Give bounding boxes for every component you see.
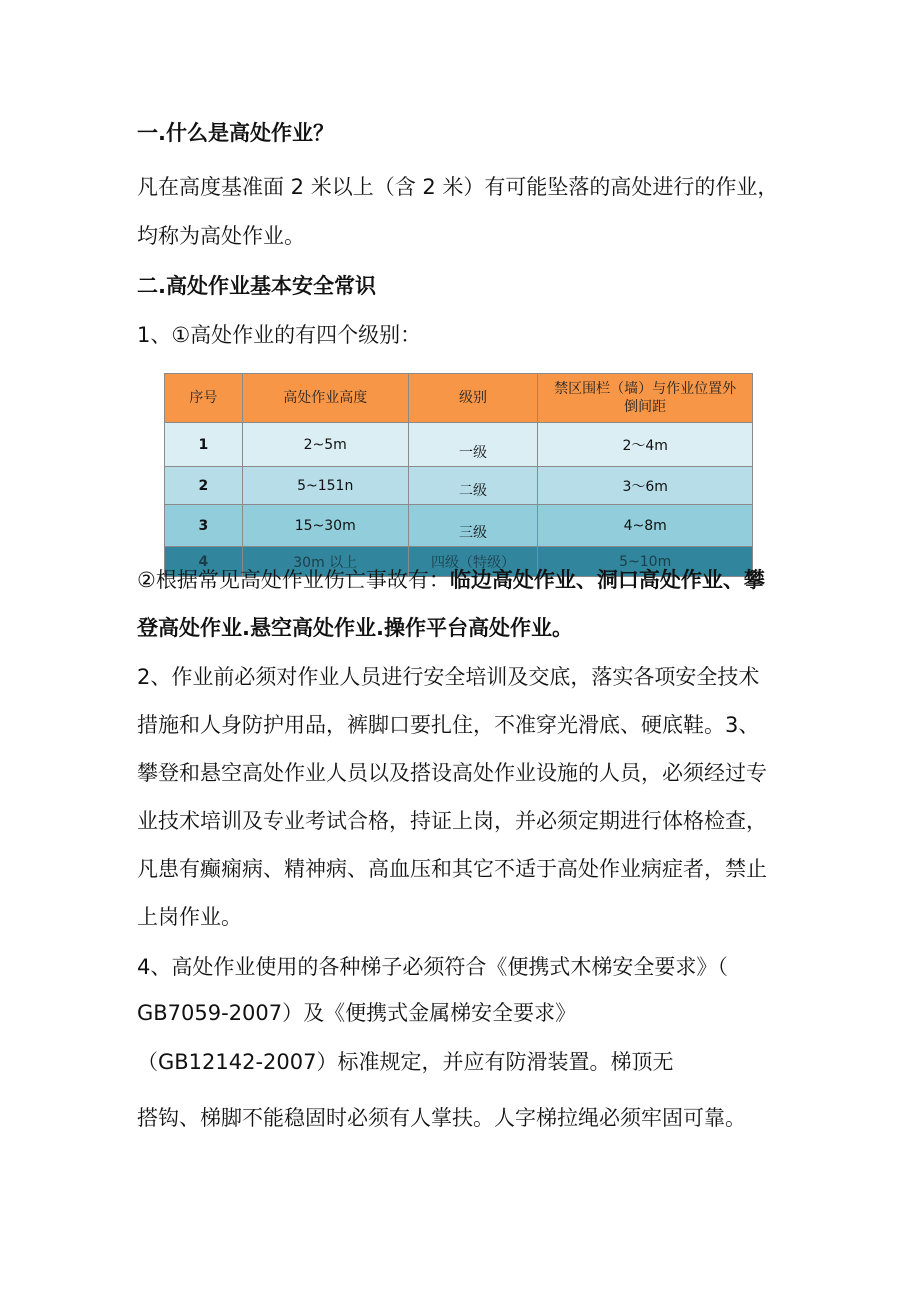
cell-no: 4 [165, 547, 243, 577]
table-header-row [165, 374, 753, 423]
para-2-line-3: 攀登和悬空高处作业人员以及搭设高处作业设施的人员，必须经过专 [137, 761, 767, 785]
para-4-line-1: 4、高处作业使用的各种梯子必须符合《便携式木梯安全要求》（ [137, 955, 728, 979]
header-height: 高处作业高度 [242, 374, 408, 423]
header-no: 序号 [165, 374, 243, 423]
para-4-line-4: 搭钩、梯脚不能稳固时必须有人掌扶。人字梯拉绳必须牢固可靠。 [137, 1106, 746, 1130]
definition-line-2: 均称为高处作业。 [137, 224, 305, 248]
para-2-line-1: 2、作业前必须对作业人员进行安全培训及交底，落实各项安全技术 [137, 665, 760, 689]
item-2-accidents [137, 565, 765, 595]
heading-what-is: 一.什么是高处作业？ [137, 121, 334, 145]
cell-level: 三级 [408, 505, 538, 547]
cell-no: 3 [165, 505, 243, 547]
cell-height: 5~151n [242, 467, 408, 505]
definition-line-1: 凡在高度基准面 2 米以上（含 2 米）有可能坠落的高处进行的作业， [137, 175, 779, 199]
cell-level: 二级 [408, 467, 538, 505]
para-2-line-5: 凡患有癫痫病、精神病、高血压和其它不适于高处作业病症者，禁止 [137, 857, 767, 881]
item-2-bold-1: 临边高处作业、洞口高处作业、攀 [449, 568, 765, 592]
heading-safety-basics: 二.高处作业基本安全常识 [137, 274, 376, 298]
para-2-line-4: 业技术培训及专业考试合格，持证上岗，并必须定期进行体格检查， [137, 809, 767, 833]
para-2-line-6: 上岗作业。 [137, 905, 242, 929]
header-distance [538, 374, 753, 423]
cell-level: 四级（特级） [408, 547, 538, 577]
para-4-line-3: （GB12142-2007）标准规定，并应有防滑装置。梯顶无 [137, 1050, 674, 1074]
cell-height: 2~5m [242, 423, 408, 467]
header-distance-line-2: 倒间距 [624, 399, 667, 415]
height-levels-table [164, 373, 753, 577]
cell-level: 一级 [408, 423, 538, 467]
cell-height: 15~30m [242, 505, 408, 547]
cell-no: 2 [165, 467, 243, 505]
table-row [165, 467, 753, 505]
table-row [165, 505, 753, 547]
header-level: 级别 [408, 374, 538, 423]
table-row [165, 423, 753, 467]
cell-distance: 2～4m [538, 423, 753, 467]
cell-distance: 3～6m [538, 467, 753, 505]
item-2-prefix: ②根据常见高处作业伤亡事故有： [137, 568, 450, 592]
header-distance-line-1: 禁区围栏（墙）与作业位置外 [554, 381, 737, 397]
para-4-line-2: GB7059-2007）及《便携式金属梯安全要求》 [137, 1001, 577, 1025]
cell-distance: 5~10m [538, 547, 753, 577]
cell-distance: 4~8m [538, 505, 753, 547]
cell-height: 30m 以上 [242, 547, 408, 577]
item-2-bold-2: 登高处作业.悬空高处作业.操作平台高处作业。 [137, 616, 573, 640]
item-1-levels: 1、①高处作业的有四个级别： [137, 323, 422, 347]
para-2-line-2: 措施和人身防护用品，裤脚口要扎住，不准穿光滑底、硬底鞋。3、 [137, 713, 760, 737]
cell-no: 1 [165, 423, 243, 467]
